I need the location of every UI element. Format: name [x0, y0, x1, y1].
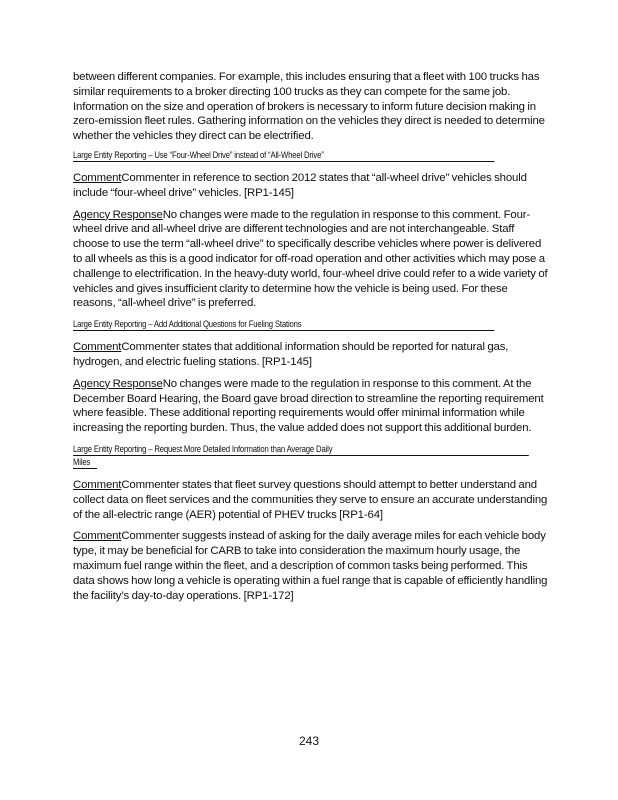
- response-text: No changes were made to the regulation in response to this comment. At the December Board Hearing, the Board gave broad direction to streamline the reporting requirement where feasible. These additional reporting requirements would offer minimal information while increasing the reporting burden. Thus, the value added does not support this additional burden.: [73, 377, 544, 435]
- comment-label: Comment: [73, 530, 122, 543]
- section-heading-four-wheel-drive: Large Entity Reporting – Use “Four-Wheel Drive” instead of “All-Wheel Drive”: [73, 149, 494, 162]
- response-text: No changes were made to the regulation in response to this comment. Four-wheel drive and all-wheel drive are different technologies and are not interchangeable. Staff choose to use the term “all-wheel drive” to specifically describe vehicles where power is delivered to all wheels as this is a good indicator for off-road operation and other activities which may pose a challenge to electrification. In the heavy-duty world, four-wheel drive could refer to a wide variety of vehicles and gives insufficient clarity to determine how the vehicle is being used. For these reasons, “all-wheel drive” is preferred.: [73, 208, 548, 310]
- response-label: Agency Response: [73, 377, 163, 390]
- comment-label: Comment: [73, 341, 122, 354]
- comment-paragraph: [73, 478, 551, 522]
- heading-line-2: Miles: [73, 456, 97, 469]
- comment-text: Commenter states that fleet survey questions should attempt to better understand and collect data on fleet services and the communities they serve to ensure an accurate understanding of the all-electric range (AER) potential of PHEV trucks [RP1-64]: [73, 478, 548, 521]
- comment-label: Comment: [73, 171, 122, 184]
- comment-text: Commenter in reference to section 2012 states that “all-wheel drive” vehicles should include “four-wheel drive” vehicles. [RP1-145]: [73, 171, 527, 199]
- response-paragraph: [73, 208, 551, 312]
- comment-paragraph: [73, 340, 551, 370]
- heading-line-1: Large Entity Reporting – Request More Detailed Information than Average Daily: [73, 443, 529, 456]
- section-heading-fueling-stations: Large Entity Reporting – Add Additional Questions for Fueling Stations: [73, 318, 494, 331]
- section-heading-detailed-information: [73, 443, 520, 469]
- intro-paragraph: between different companies. For example, this includes ensuring that a fleet with 100 trucks has similar requirements to a broker directing 100 trucks as they can compete for the same job. Information on the size and operation of brokers is necessary to inform future decision making in zero-emission fleet rules. Gathering information on the vehicles they direct is needed to determine whether the vehicles they direct can be electrified.: [73, 71, 545, 143]
- response-paragraph: [73, 377, 551, 436]
- comment-paragraph-2: [73, 529, 551, 603]
- comment-text: Commenter states that additional information should be reported for natural gas, hydrogen, and electric fueling stations. [RP1-145]: [73, 341, 509, 368]
- document-page: [73, 70, 551, 610]
- response-label: Agency Response: [73, 208, 163, 221]
- comment-paragraph: [73, 171, 551, 201]
- comment-text: Commenter suggests instead of asking for the daily average miles for each vehicle body type, it may be beneficial for CARB to take into consideration the maximum hourly usage, the maximum fuel range within the fleet, and a description of common tasks being performed. This data shows how long a vehicle is operating within a fuel range that is capable of efficiently handling the facility’s day-to-day operations. [RP1-172]: [73, 530, 548, 602]
- comment-label: Comment: [73, 478, 122, 491]
- page-number: 243: [298, 734, 320, 748]
